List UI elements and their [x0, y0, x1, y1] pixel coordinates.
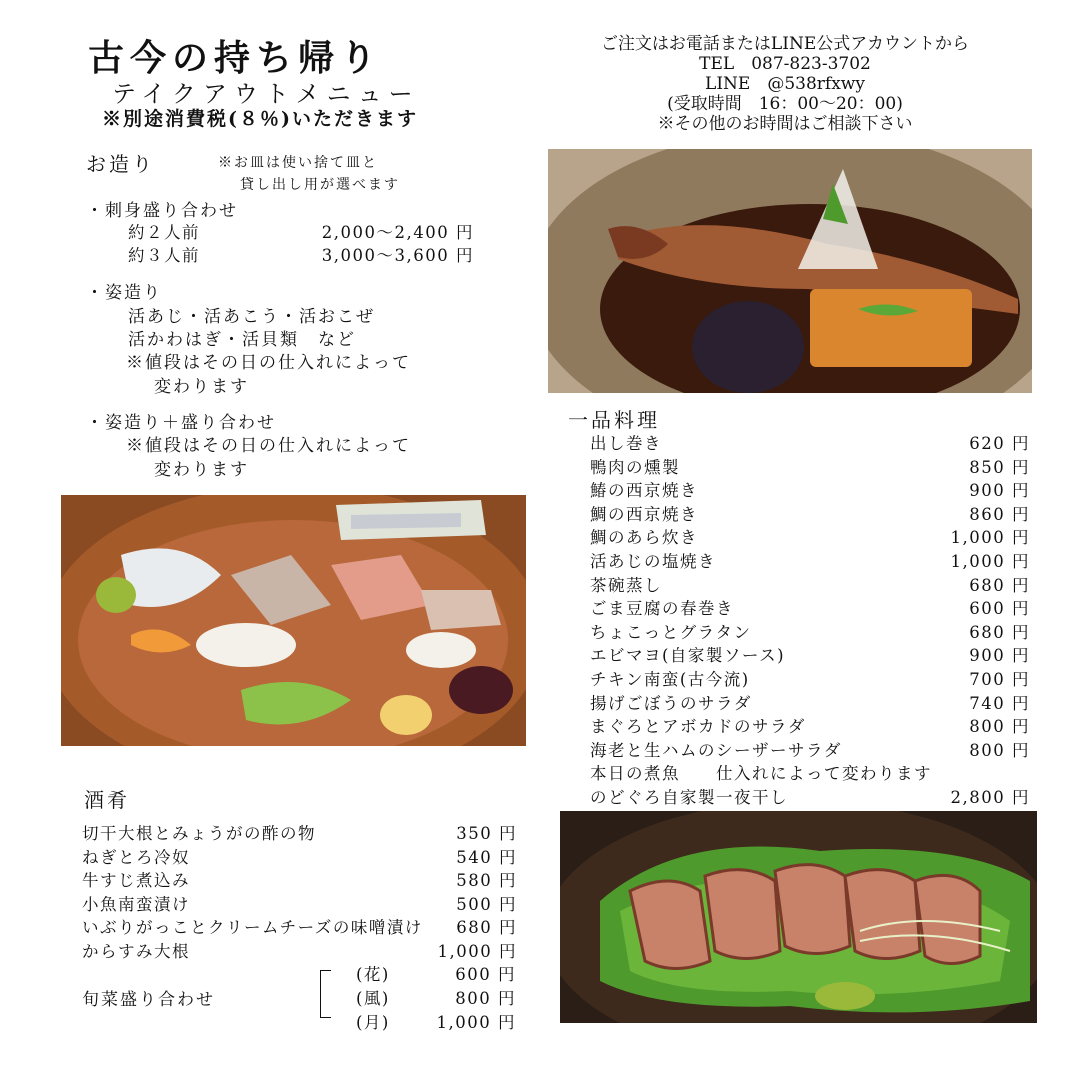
item-price: 860 円: [969, 504, 1030, 524]
duck-photo: [560, 811, 1037, 1023]
line-id: LINE @538rfxwy: [705, 74, 865, 94]
item-price: 350 円: [456, 824, 517, 843]
page-subtitle: テイクアウトメニュー: [112, 80, 420, 108]
item-price: 680 円: [969, 575, 1030, 595]
list-item: [590, 501, 1030, 524]
list-item: [590, 595, 1030, 618]
list-item: [356, 985, 516, 1008]
item-price: 620 円: [969, 434, 1030, 453]
list-item: [590, 784, 1030, 807]
item-price: 600 円: [969, 599, 1030, 619]
item-price: 680 円: [456, 918, 517, 938]
item-name: 鴨肉の燻製: [590, 457, 680, 477]
item-price: 740 円: [969, 693, 1030, 713]
item-price: 800 円: [969, 740, 1030, 760]
item-name: 出し巻き: [590, 434, 662, 453]
option-name: (月): [356, 1013, 390, 1032]
item-name: ごま豆腐の春巻き: [590, 599, 734, 619]
item-price: 850 円: [969, 457, 1030, 477]
list-item: [590, 619, 1030, 642]
list-item: [590, 572, 1030, 595]
list-item: [356, 1009, 516, 1032]
sugata-fish-line-1: 活あじ・活あこう・活おこぜ: [128, 307, 375, 327]
price-note: ※値段はその日の仕入れによって: [126, 436, 411, 456]
item-price: 580 円: [456, 871, 517, 891]
item-price: 500 円: [456, 894, 517, 914]
nizakana-image: [548, 149, 1032, 393]
list-item: [82, 938, 517, 961]
item-name: 小魚南蛮漬け: [82, 894, 190, 914]
item-name: エビマヨ(自家製ソース): [590, 646, 786, 666]
sashimi-photo: [61, 495, 526, 746]
list-item: [590, 760, 1030, 783]
item-price: 900 円: [969, 646, 1030, 666]
item-name: ちょこっとグラタン: [590, 622, 752, 642]
list-item: [82, 867, 517, 890]
item-price: 1,000 円: [950, 528, 1030, 548]
item-name: 鯛の西京焼き: [590, 504, 698, 524]
list-item: [590, 713, 1030, 736]
shunsai-label: 旬菜盛り合わせ: [82, 990, 215, 1010]
plate-note-1: ※お皿は使い捨て皿と: [218, 155, 378, 171]
list-item: [590, 642, 1030, 665]
item-name: 本日の煮魚 仕入れによって変わります: [590, 764, 932, 784]
price-note-cont: 変わります: [154, 460, 249, 480]
list-item: [590, 690, 1030, 713]
otsukuri-heading: お造り: [86, 152, 155, 176]
option-price: 600 円: [455, 965, 516, 984]
tax-note: ※別途消費税(８％)いただきます: [102, 108, 418, 130]
sashimi-moriawase-label: ・刺身盛り合わせ: [86, 201, 238, 221]
list-item: [128, 242, 474, 265]
item-name: からすみ大根: [82, 942, 190, 961]
list-item: [356, 961, 516, 984]
list-item: [590, 524, 1030, 547]
page-title: 古今の持ち帰り: [88, 37, 383, 79]
item-name: 海老と生ハムのシーザーサラダ: [590, 740, 842, 760]
item-name: 約２人前: [128, 223, 200, 242]
shunsai-bracket: [320, 970, 331, 1018]
item-name: 切干大根とみょうがの酢の物: [82, 824, 316, 843]
order-info: [520, 34, 1050, 134]
list-item: [590, 477, 1030, 500]
list-item: [82, 891, 517, 914]
sugata-label: ・姿造り: [86, 283, 162, 303]
list-item: [590, 737, 1030, 760]
price-note-cont: 変わります: [154, 377, 249, 397]
phone-number: TEL 087-823-3702: [699, 54, 871, 74]
list-item: [128, 219, 474, 242]
item-name: チキン南蛮(古今流): [590, 670, 750, 689]
item-name: いぶりがっことクリームチーズの味噌漬け: [82, 918, 423, 938]
item-name: 鯛のあら炊き: [590, 528, 698, 548]
option-name: (花): [356, 965, 390, 984]
item-price: 2,800 円: [950, 788, 1030, 807]
item-name: 茶碗蒸し: [590, 575, 662, 595]
list-item: [82, 820, 517, 843]
item-name: 鰆の西京焼き: [590, 481, 698, 501]
sugata-mori-label: ・姿造り＋盛り合わせ: [86, 413, 276, 433]
item-price: 2,000～2,400 円: [321, 223, 474, 242]
item-price: 1,000 円: [437, 942, 517, 961]
item-price: 1,000 円: [950, 552, 1030, 571]
item-name: 揚げごぼうのサラダ: [590, 693, 752, 713]
item-name: まぐろとアボカドのサラダ: [590, 717, 806, 737]
ippin-heading: 一品料理: [568, 408, 660, 432]
duck-image: [560, 811, 1037, 1023]
order-line: ご注文はお電話またはLINE公式アカウントから: [600, 34, 970, 54]
option-price: 1,000 円: [436, 1013, 516, 1032]
list-item: [82, 844, 517, 867]
list-item: [590, 430, 1030, 453]
list-item: [590, 454, 1030, 477]
sakana-heading: 酒肴: [84, 788, 130, 812]
item-name: 牛すじ煮込み: [82, 871, 190, 891]
sugata-fish-line-2: 活かわはぎ・活貝類 など: [128, 330, 356, 350]
nizakana-photo: [548, 149, 1032, 393]
list-item: [590, 548, 1030, 571]
list-item: [590, 666, 1030, 689]
item-price: 680 円: [969, 622, 1030, 642]
sashimi-image: [61, 495, 526, 746]
item-name: ねぎとろ冷奴: [82, 847, 190, 867]
pickup-hours: (受取時間 16：00～20：00): [667, 94, 903, 114]
item-price: 540 円: [456, 847, 517, 867]
item-price: 900 円: [969, 481, 1030, 501]
item-price: 3,000～3,600 円: [321, 246, 474, 265]
option-price: 800 円: [455, 989, 516, 1008]
plate-note-2: 貸し出し用が選べます: [240, 177, 400, 193]
item-name: 活あじの塩焼き: [590, 552, 716, 571]
list-item: [82, 914, 517, 937]
other-hours-note: ※その他のお時間はご相談下さい: [657, 114, 913, 134]
option-name: (風): [356, 989, 390, 1008]
item-price: 700 円: [969, 670, 1030, 689]
price-note: ※値段はその日の仕入れによって: [126, 353, 411, 373]
item-name: 約３人前: [128, 246, 200, 265]
item-price: 800 円: [969, 717, 1030, 737]
item-name: のどぐろ自家製一夜干し: [590, 788, 788, 807]
